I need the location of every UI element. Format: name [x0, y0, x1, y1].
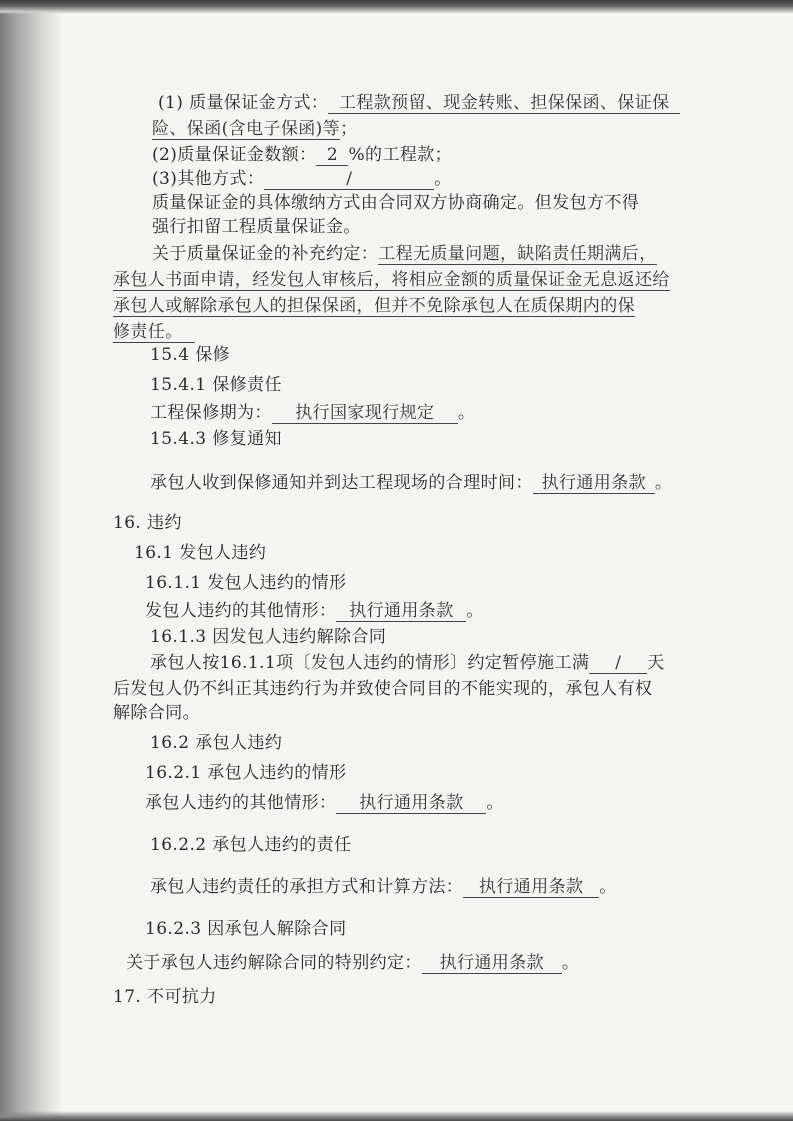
scan-shadow-left: [0, 0, 62, 1121]
paragraph-line: 质量保证金的具体缴纳方式由合同双方协商确定。但发包方不得: [152, 193, 640, 213]
supplementary-agreement-value-cont: 承包人或解除承包人的担保保函，但并不免除承包人在质保期内的保: [113, 296, 635, 316]
scan-shadow-top: [0, 0, 793, 14]
supplementary-agreement-value-cont: 修责任。: [113, 322, 195, 343]
section-heading: 16.1.1 发包人违约的情形: [145, 573, 347, 593]
termination-special-value: 执行通用条款: [422, 953, 562, 974]
repair-time-line: 承包人收到保修通知并到达工程现场的合理时间： 执行通用条款 。: [150, 473, 673, 493]
scan-shadow-bottom: [0, 1111, 793, 1121]
warranty-period-value: 执行国家现行规定: [272, 403, 458, 424]
section-heading: 16.1.3 因发包人违约解除合同: [150, 627, 387, 647]
other-method-value: /: [264, 169, 434, 190]
paragraph-line: 解除合同。: [113, 703, 200, 723]
other-method-line: (3)其他方式： / 。: [152, 169, 452, 189]
section-heading: 16.1 发包人违约: [134, 543, 267, 563]
quality-deposit-method-value-cont: 险、保函(含电子保函)等: [152, 119, 341, 139]
section-heading: 15.4.1 保修责任: [150, 375, 282, 395]
section-heading: 16.2.2 承包人违约的责任: [150, 835, 352, 855]
contractor-breach-other-value: 执行通用条款: [336, 793, 486, 814]
suspension-days-line: 承包人按16.1.1项〔发包人违约的情形〕约定暂停施工满 / 天: [150, 653, 665, 673]
supplementary-agreement-value-cont: 承包人书面申请，经发包人审核后，将相应金额的质量保证金无息返还给: [113, 270, 670, 290]
quality-deposit-method-line: (1) 质量保证金方式： 工程款预留、现金转账、担保保函、保证保: [158, 92, 680, 114]
section-heading: 16.2 承包人违约: [150, 733, 283, 753]
quality-deposit-amount-line: (2)质量保证金数额： 2 %的工程款；: [152, 145, 453, 165]
contractor-liability-line: 承包人违约责任的承担方式和计算方法： 执行通用条款 。: [150, 877, 617, 897]
repair-time-value: 执行通用条款: [533, 473, 655, 494]
section-heading: 15.4.3 修复通知: [150, 429, 282, 449]
employer-breach-other-value: 执行通用条款: [336, 601, 466, 622]
contractor-breach-other-line: 承包人违约的其他情形： 执行通用条款 。: [145, 793, 504, 813]
quality-deposit-method-value: 工程款预留、现金转账、担保保函、保证保: [328, 93, 680, 114]
section-heading: 15.4 保修: [150, 345, 231, 365]
suspension-days-value: /: [589, 653, 647, 674]
paragraph-line: 强行扣留工程质量保证金。: [152, 217, 361, 237]
chapter-heading: 17. 不可抗力: [113, 987, 217, 1007]
warranty-period-line: 工程保修期为： 执行国家现行规定 。: [150, 403, 476, 423]
quality-deposit-amount-value: 2: [316, 145, 348, 166]
termination-special-line: 关于承包人违约解除合同的特别约定： 执行通用条款 。: [126, 953, 580, 973]
section-heading: 16.2.3 因承包人解除合同: [145, 919, 347, 939]
section-heading: 16.2.1 承包人违约的情形: [145, 763, 347, 783]
contractor-liability-value: 执行通用条款: [463, 877, 599, 898]
chapter-heading: 16. 违约: [113, 513, 182, 533]
supplementary-agreement-line: 关于质量保证金的补充约定：工程无质量问题，缺陷责任期满后，: [152, 244, 657, 264]
supplementary-agreement-value: 工程无质量问题，缺陷责任期满后，: [378, 244, 657, 264]
quality-deposit-method-line-2: 险、保函(含电子保函)等；: [152, 119, 358, 139]
paragraph-line: 后发包人仍不纠正其违约行为并致使合同目的不能实现的，承包人有权: [113, 679, 653, 699]
employer-breach-other-line: 发包人违约的其他情形： 执行通用条款 。: [145, 601, 484, 621]
